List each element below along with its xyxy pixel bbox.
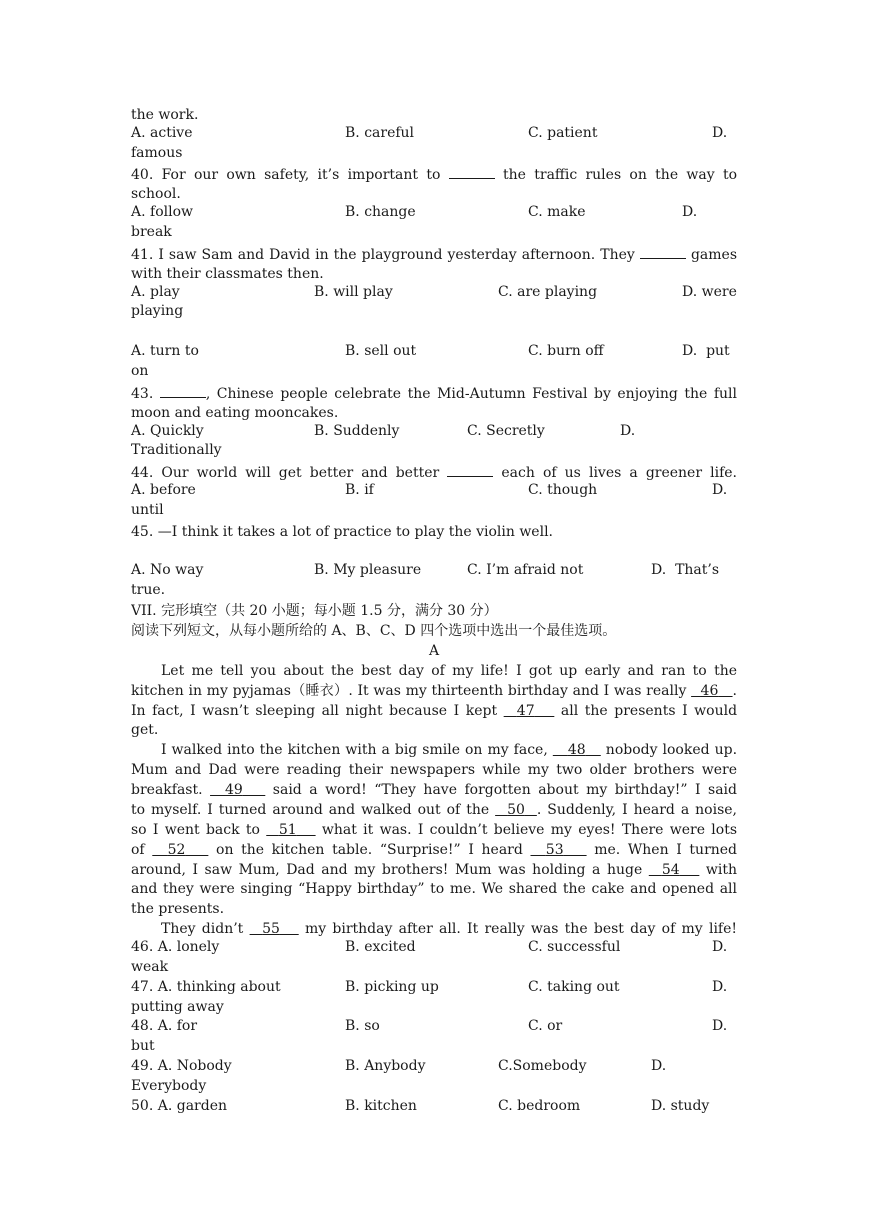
blank-53: 53 (545, 842, 564, 858)
question-45-stem: 45. —I think it takes a lot of practice to play the violin well. (131, 524, 553, 540)
q39-option-b: B. careful (345, 125, 415, 141)
q48-option-d-text: but (131, 1038, 155, 1054)
q40-option-d-text: break (131, 224, 172, 240)
question-43-stem-end: moon and eating mooncakes. (131, 405, 339, 421)
blank-54: 54 (661, 862, 680, 878)
section-instruction: 阅读下列短文，从每小题所给的 A、B、C、D 四个选项中选出一个最佳选项。 (131, 623, 617, 639)
q42-option-c: C. burn off (528, 343, 604, 359)
q39-option-c: C. patient (528, 125, 598, 141)
q40-option-a: A. follow (131, 204, 193, 220)
passage-line: to myself. I turned around and walked out of the 50 . Suddenly, I heard a noise, (131, 802, 737, 818)
q41-option-b: B. will play (314, 284, 393, 300)
q46-option-b: B. excited (345, 939, 416, 955)
passage-line: and they were singing “Happy birthday” to me. We shared the cake and opened all (131, 881, 737, 897)
passage-line: I walked into the kitchen with a big smile on my face, 48 nobody looked up. (161, 742, 737, 758)
q39-option-a: A. active (131, 125, 193, 141)
passage-line: Mum and Dad were reading their newspapers while my two older brothers were (131, 762, 737, 778)
q44-option-b: B. if (345, 482, 374, 498)
q44-option-d-text: until (131, 502, 164, 518)
blank-49: 49 (225, 782, 243, 798)
q47-option-b: B. picking up (345, 979, 439, 995)
passage-line: They didn’t 55 my birthday after all. It really was the best day of my life! (161, 921, 737, 937)
q41-option-a: A. play (131, 284, 180, 300)
passage-line: In fact, I wasn’t sleeping all night because I kept 47 all the presents I would (131, 703, 737, 719)
q43-option-c: C. Secretly (467, 423, 545, 439)
q46-option-a: 46. A. lonely (131, 939, 220, 955)
q49-option-d-text: Everybody (131, 1078, 207, 1094)
q50-option-b: B. kitchen (345, 1098, 417, 1114)
q50-option-c: C. bedroom (498, 1098, 581, 1114)
passage-line: so I went back to 51 what it was. I couldn’t believe my eyes! There were lots (131, 822, 737, 838)
q40-option-c: C. make (528, 204, 586, 220)
q48-option-c: C. or (528, 1018, 563, 1034)
q42-option-d-text: on (131, 363, 149, 379)
q43-option-b: B. Suddenly (314, 423, 400, 439)
q49-option-b: B. Anybody (345, 1058, 426, 1074)
question-41-stem: 41. I saw Sam and David in the playground yesterday afternoon. They games (131, 244, 737, 264)
question-44-stem: 44. Our world will get better and better each of us lives a greener life. (131, 462, 737, 482)
q44-option-c: C. though (528, 482, 598, 498)
blank-52: 52 (167, 842, 186, 858)
q48-option-d: D. (712, 1018, 728, 1034)
blank-48: 48 (567, 742, 586, 758)
blank-51: 51 (278, 822, 297, 838)
question-45-reply (161, 542, 767, 562)
q43-option-a: A. Quickly (131, 423, 204, 439)
q47-option-a: 47. A. thinking about (131, 979, 281, 995)
q41-option-d-text: playing (131, 303, 184, 319)
q40-option-d: D. (682, 204, 698, 220)
q41-option-d: D. were (682, 284, 737, 300)
q49-option-c: C.Somebody (498, 1058, 587, 1074)
passage-line: breakfast. 49 said a word! “They have forgotten about my birthday!” I said (131, 782, 737, 798)
question-41-stem-end: with their classmates then. (131, 266, 324, 282)
section-heading: VII. 完形填空（共 20 小题；每小题 1.5 分，满分 30 分） (131, 603, 498, 619)
question-39-stem-end: the work. (131, 107, 199, 123)
q48-option-b: B. so (345, 1018, 380, 1034)
q46-option-d-text: weak (131, 959, 169, 975)
q47-option-c: C. taking out (528, 979, 620, 995)
q45-option-d: D. That’s (651, 562, 720, 578)
blank-46: 46 (700, 683, 719, 699)
q39-option-d-text: famous (131, 145, 183, 161)
answer-blank (160, 383, 206, 398)
q45-option-c: C. I’m afraid not (467, 562, 584, 578)
question-43-stem: 43. , Chinese people celebrate the Mid-Autumn Festival by enjoying the full (131, 383, 737, 403)
q43-option-d-text: Traditionally (131, 442, 222, 458)
q39-option-d: D. (712, 125, 728, 141)
q50-option-d: D. study (651, 1098, 710, 1114)
blank-47: 47 (516, 703, 535, 719)
q44-option-a: A. before (131, 482, 196, 498)
q48-option-a: 48. A. for (131, 1018, 198, 1034)
q41-option-c: C. are playing (498, 284, 598, 300)
blank-50: 50 (507, 802, 525, 818)
question-40-stem: 40. For our own safety, it’s important to the traffic rules on the way to (131, 164, 737, 184)
q49-option-a: 49. A. Nobody (131, 1058, 232, 1074)
q44-option-d: D. (712, 482, 728, 498)
q43-option-d: D. (620, 423, 636, 439)
question-40-stem-end: school. (131, 186, 181, 202)
q47-option-d-text: putting away (131, 999, 224, 1015)
q50-option-a: 50. A. garden (131, 1098, 227, 1114)
passage-line: of 52 on the kitchen table. “Surprise!” I heard 53 me. When I turned (131, 842, 737, 858)
passage-line: kitchen in my pyjamas（睡衣）. It was my thirteenth birthday and I was really 46 . (131, 683, 737, 699)
answer-blank (447, 462, 493, 477)
q45-option-a: A. No way (131, 562, 204, 578)
q42-option-a: A. turn to (131, 343, 199, 359)
passage-line: around, I saw Mum, Dad and my brothers! Mum was holding a huge 54 with (131, 862, 737, 878)
q45-option-d-text: true. (131, 582, 166, 598)
q46-option-d: D. (712, 939, 728, 955)
q40-option-b: B. change (345, 204, 416, 220)
q45-option-b: B. My pleasure (314, 562, 422, 578)
question-42-stem (131, 323, 737, 343)
answer-blank (449, 164, 495, 179)
passage-line: get. (131, 722, 159, 738)
q47-option-d: D. (712, 979, 728, 995)
q46-option-c: C. successful (528, 939, 621, 955)
answer-blank (640, 244, 686, 259)
q42-option-b: B. sell out (345, 343, 417, 359)
passage-line: Let me tell you about the best day of my life! I got up early and ran to the (161, 663, 737, 679)
passage-line: the presents. (131, 901, 225, 917)
q42-option-d: D. put (682, 343, 730, 359)
blank-55: 55 (262, 921, 280, 937)
q49-option-d: D. (651, 1058, 667, 1074)
passage-label: A (428, 643, 440, 659)
